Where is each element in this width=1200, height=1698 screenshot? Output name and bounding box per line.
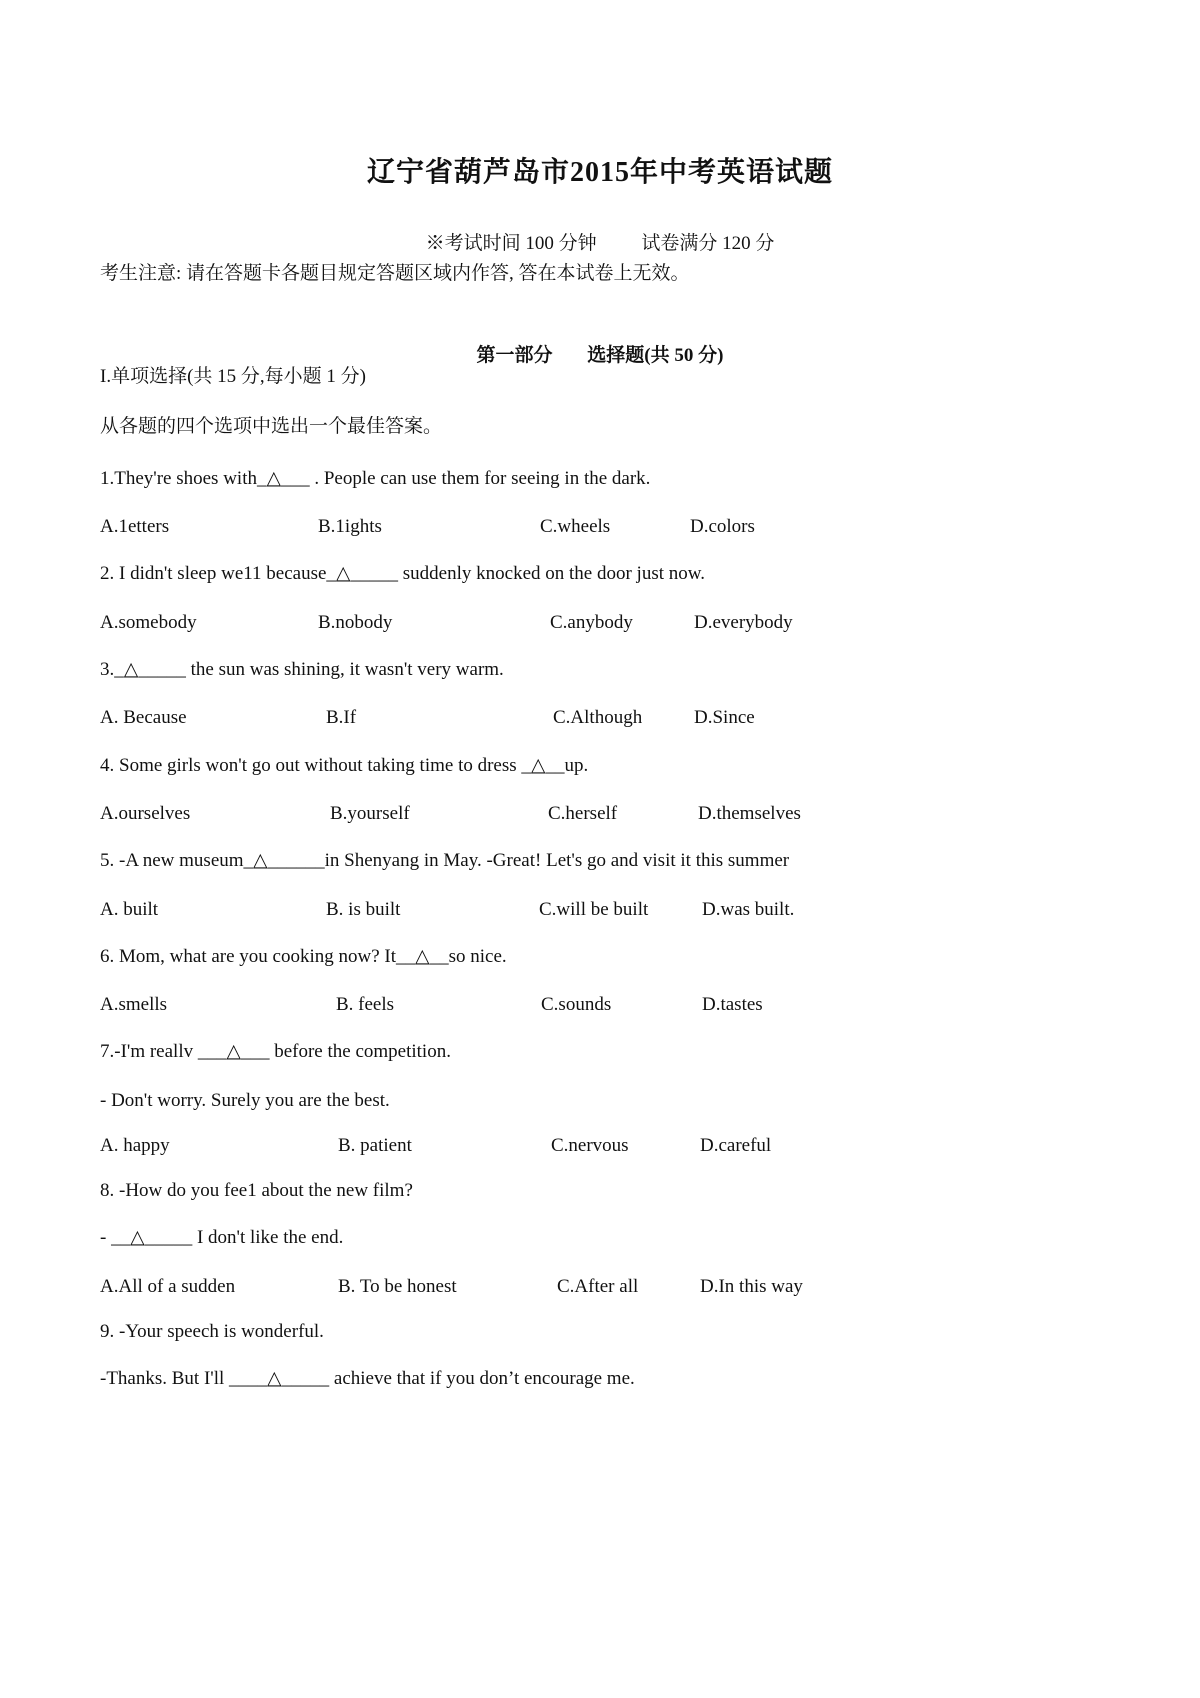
option-b: B. patient (338, 1135, 412, 1156)
exam-title: 辽宁省葫芦岛市2015年中考英语试题 (366, 157, 833, 188)
section-part: 第一部分 (476, 345, 553, 366)
question-text: 5. -A new museum_△______in Shenyang in May. -Great! Let's go and visit it this summer (100, 850, 790, 871)
option-a: A.ourselves (100, 803, 191, 824)
option-c: C.herself (548, 803, 618, 824)
option-c: C.anybody (550, 612, 633, 633)
option-c: C.sounds (541, 994, 612, 1015)
option-a: A.smells (100, 994, 168, 1015)
question-reply: - Don't worry. Surely you are the best. (100, 1090, 390, 1111)
option-b: B. feels (336, 994, 395, 1015)
option-a: A. happy (100, 1135, 170, 1156)
question-text: 6. Mom, what are you cooking now? It__△__so nice. (100, 946, 507, 967)
option-d: D.themselves (698, 803, 801, 824)
option-b: B.yourself (330, 803, 410, 824)
option-d: D.careful (700, 1135, 772, 1156)
option-a: A.1etters (100, 516, 170, 537)
question-text: 7.-I'm reallv ___△___ before the competition. (100, 1041, 451, 1062)
option-b: B. is built (326, 899, 401, 920)
option-c: C.After all (557, 1276, 639, 1297)
option-d: D.everybody (694, 612, 793, 633)
question-reply: -Thanks. But I'll ____△_____ achieve that if you don’t encourage me. (100, 1368, 635, 1389)
exam-meta (0, 228, 1200, 255)
option-d: D.Since (694, 707, 755, 728)
part-heading: I.单项选择(共 15 分,每小题 1 分) (100, 366, 366, 387)
option-c: C.wheels (540, 516, 611, 537)
option-d: D.was built. (702, 899, 795, 920)
option-b: B. To be honest (338, 1276, 457, 1297)
option-d: D.tastes (702, 994, 763, 1015)
exam-notice: 考生注意: 请在答题卡各题目规定答题区域内作答, 答在本试卷上无效。 (100, 263, 690, 284)
instruction: 从各题的四个选项中选出一个最佳答案。 (100, 416, 443, 437)
option-d: D.In this way (700, 1276, 803, 1297)
section-name: 选择题(共 50 分) (587, 345, 724, 366)
option-a: A.All of a sudden (100, 1276, 236, 1297)
option-b: B.nobody (318, 612, 393, 633)
option-a: A. built (100, 899, 159, 920)
option-c: C.will be built (539, 899, 649, 920)
exam-time: ※考试时间 100 分钟 (425, 233, 597, 254)
option-a: A. Because (100, 707, 187, 728)
question-text: 2. I didn't sleep we11 because_△_____ suddenly knocked on the door just now. (100, 563, 705, 584)
question-text: 4. Some girls won't go out without taking time to dress _△__up. (100, 755, 589, 776)
option-c: C.nervous (551, 1135, 629, 1156)
question-reply: - __△_____ I don't like the end. (100, 1227, 344, 1248)
option-b: B.If (326, 707, 357, 728)
option-a: A.somebody (100, 612, 197, 633)
question-text: 9. -Your speech is wonderful. (100, 1321, 324, 1342)
section-header (0, 340, 1200, 367)
question-text: 1.They're shoes with_△___ . People can use them for seeing in the dark. (100, 468, 651, 489)
option-c: C.Although (553, 707, 643, 728)
option-b: B.1ights (318, 516, 382, 537)
exam-score: 试卷满分 120 分 (641, 233, 775, 254)
question-text: 8. -How do you fee1 about the new film? (100, 1180, 413, 1201)
question-text: 3._△_____ the sun was shining, it wasn't very warm. (100, 659, 504, 680)
option-d: D.colors (690, 516, 755, 537)
